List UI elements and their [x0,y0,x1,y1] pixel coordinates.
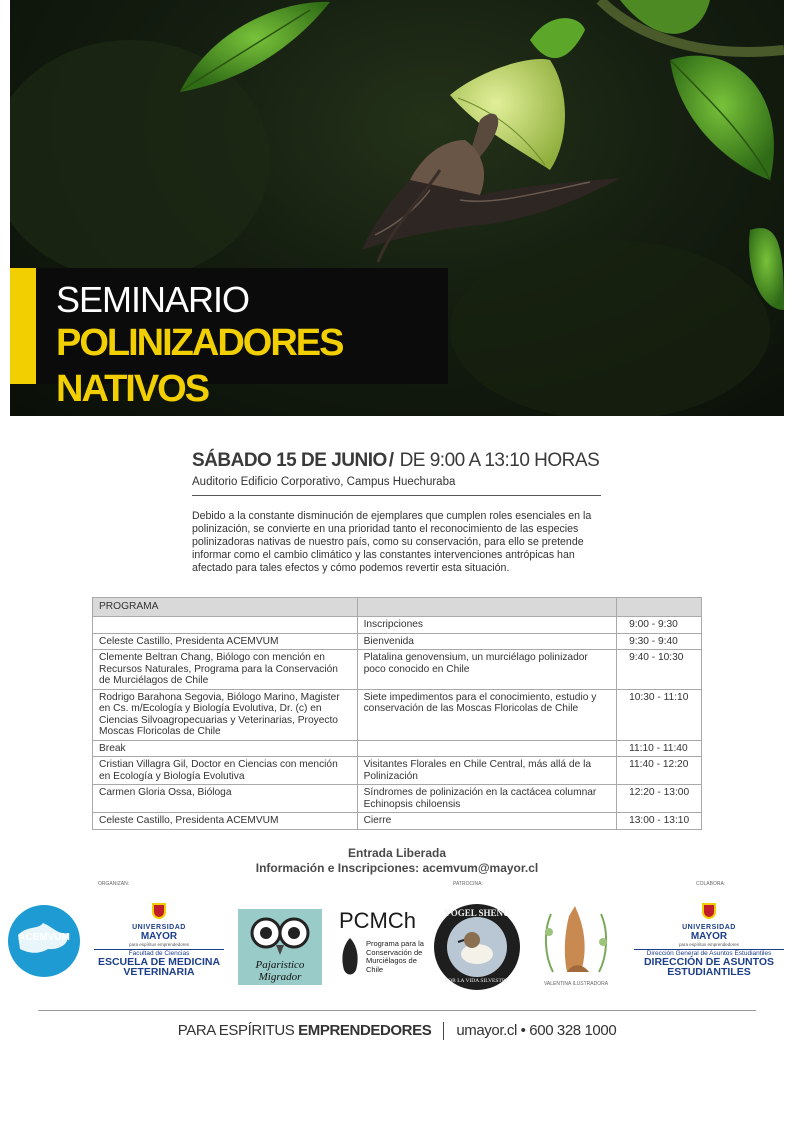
um-mayor: MAYOR [690,931,728,942]
speaker-cell: Carmen Gloria Ossa, Bióloga [93,785,358,813]
pcmch-logo [336,908,428,984]
colabora-caption: COLABORA: [696,881,726,887]
vogel-shenu-logo [432,902,522,992]
acemvum-label: ACEMVUM [18,932,70,943]
contact-info: Información e Inscripciones: acemvum@mayor.cl [255,861,539,875]
title-accent-bar [10,268,36,384]
speaker-cell: Celeste Castillo, Presidenta ACEMVUM [93,813,358,830]
organiza-caption: ORGANIZAN: [98,881,130,887]
event-date-time [192,450,599,472]
time-cell: 9:30 - 9:40 [617,633,702,650]
intro-paragraph: Debido a la constante disminución de ejemplares que cumplen roles esenciales en la polinización, se convierte en una prioridad tanto el reconocimiento de las especies polinizadoras nativas de nuestro país, como su conservación, para ello se pretende informar como el cambio climático y las constantes intervenciones antrópicas han afectado para tales efectos y cómo podemos revertir esta situación. [192,510,592,574]
topic-cell: Cierre [357,813,617,830]
vet-faculty: Facultad de Ciencias [94,949,224,957]
speaker-cell: Cristian Villagra Gil, Doctor en Ciencias con mención en Ecología y Biología Evolutiva [93,757,358,785]
topic-cell [357,740,617,757]
pcmch-subtitle: Programa para la Conservación de Murciélagos de Chile [366,939,424,974]
topic-cell: Síndromes de polinización en la cactácea columnar Echinopsis chiloensis [357,785,617,813]
table-row [93,785,702,813]
topic-cell: Inscripciones [357,617,617,634]
speaker-cell: Rodrigo Barahona Segovia, Biólogo Marino, Magister en Cs. m/Ecología y Biología Evolutiva, Dr. (c) en Ciencias Silvoagropecuarias y Veterinarias, Proyecto Moscas Floricolas de Chile [93,689,358,740]
table-header-cell [357,598,617,617]
topic-cell: Siete impedimentos para el conocimiento, estudio y conservación de las Moscas Floricolas de Chile [357,689,617,740]
time-cell: 11:10 - 11:40 [617,740,702,757]
table-row [93,689,702,740]
um-vet-logo [94,903,224,977]
footer-tagline-pre: PARA ESPÍRITUS [177,1022,299,1039]
table-row [93,740,702,757]
table-header-cell [617,598,702,617]
time-cell: 11:40 - 12:20 [617,757,702,785]
vogel-top-text: VOGEL SHENU [444,908,510,918]
seminar-label: SEMINARIO [56,279,250,320]
footer-tagline-bold: EMPRENDEDORES [298,1022,432,1039]
um-tagline: para espíritus emprendedores [678,942,740,947]
valentina-logo [533,902,619,988]
program-table [92,597,702,830]
table-row [93,650,702,690]
time-cell: 13:00 - 13:10 [617,813,702,830]
time-cell: 12:20 - 13:00 [617,785,702,813]
footer [0,1022,794,1040]
time-cell: 10:30 - 11:10 [617,689,702,740]
speaker-cell: Celeste Castillo, Presidenta ACEMVUM [93,633,358,650]
owl-icon [238,909,322,959]
um-universidad: UNIVERSIDAD [682,924,736,931]
footer-separator [443,1022,444,1040]
um-dae-logo [634,903,784,977]
um-tagline: para espíritus emprendedores [128,942,190,947]
table-row [93,813,702,830]
um-mayor: MAYOR [140,931,178,942]
event-date: SÁBADO 15 DE JUNIO [192,450,387,471]
speaker-cell: Break [93,740,358,757]
dae-title: DIRECCIÓN DE ASUNTOS ESTUDIANTILES [643,956,775,978]
topic-cell: Platalina genovensium, un murciélago polinizador poco conocido en Chile [357,650,617,690]
pajaristico-logo [238,909,322,985]
hero-photo [10,0,784,416]
pcmch-title: PCMCh [339,908,417,933]
fox-illustration-icon [533,902,619,980]
vet-school: ESCUELA DE MEDICINA VETERINARIA [97,956,221,978]
vogel-bottom-text: POR LA VIDA SILVESTRE [445,978,509,984]
time-cell: 9:40 - 10:30 [617,650,702,690]
time-cell: 9:00 - 9:30 [617,617,702,634]
table-row [93,617,702,634]
university-shield-icon [152,903,166,919]
divider [192,495,601,496]
event-venue: Auditorio Edificio Corporativo, Campus Huechuraba [192,476,456,488]
topic-cell: Bienvenida [357,633,617,650]
table-row [93,633,702,650]
pajaristico-label: Pajaristico Migrador [255,959,305,983]
table-header: PROGRAMA [93,598,358,617]
title-box [36,268,448,410]
table-row [93,757,702,785]
free-entry: Entrada Liberada [347,846,447,860]
acemvum-logo [8,905,80,977]
speaker-cell: Clemente Beltran Chang, Biólogo con mención en Recursos Naturales, Programa para la Conservación de Murciélagos de Chile [93,650,358,690]
seminar-title: POLINIZADORES NATIVOS [56,322,343,410]
um-universidad: UNIVERSIDAD [132,924,186,931]
university-shield-icon [702,903,716,919]
footer-divider [38,1010,756,1011]
bat-icon [338,936,362,980]
valentina-label: VALENTINA ILUSTRADORA [543,981,609,987]
speaker-cell [93,617,358,634]
table-header-row [93,598,702,617]
event-time: DE 9:00 A 13:10 HORAS [399,450,600,471]
footer-contact: umayor.cl • 600 328 1000 [456,1022,617,1039]
dae-direction: Dirección General de Asuntos Estudiantiles [634,949,784,957]
topic-cell: Visitantes Florales en Chile Central, más allá de la Polinización [357,757,617,785]
date-separator: / [388,450,394,471]
patrocina-caption: PATROCINA: [453,881,483,887]
